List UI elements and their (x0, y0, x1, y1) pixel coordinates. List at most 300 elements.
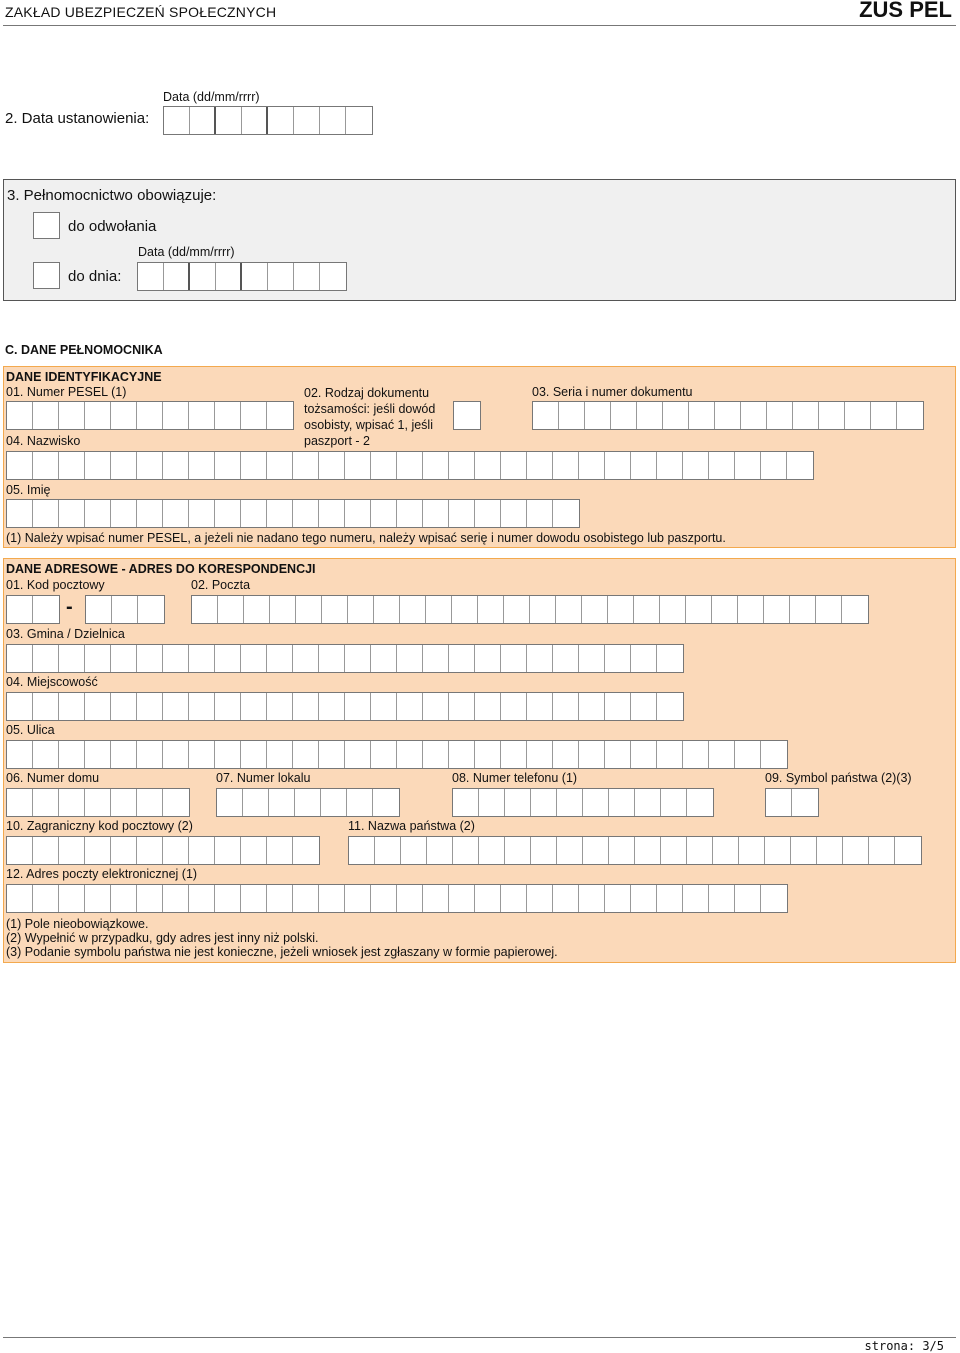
char-cell[interactable] (319, 885, 345, 912)
char-cell[interactable] (449, 452, 475, 479)
doc-number-field[interactable] (532, 401, 924, 430)
char-cell[interactable] (33, 789, 59, 816)
char-cell[interactable] (579, 693, 605, 720)
char-cell[interactable] (215, 500, 241, 527)
char-cell[interactable] (765, 837, 791, 864)
char-cell[interactable] (33, 885, 59, 912)
char-cell[interactable] (189, 885, 215, 912)
char-cell[interactable] (454, 402, 480, 429)
char-cell[interactable] (7, 885, 33, 912)
char-cell[interactable] (189, 500, 215, 527)
country-symbol-field[interactable] (765, 788, 819, 817)
char-cell[interactable] (449, 885, 475, 912)
char-cell[interactable] (553, 452, 579, 479)
char-cell[interactable] (475, 645, 501, 672)
char-cell[interactable] (137, 402, 163, 429)
char-cell[interactable] (605, 452, 631, 479)
char-cell[interactable] (792, 789, 818, 816)
char-cell[interactable] (320, 107, 346, 134)
char-cell[interactable] (657, 741, 683, 768)
doc-type-field[interactable] (453, 401, 481, 430)
char-cell[interactable] (453, 789, 479, 816)
char-cell[interactable] (761, 885, 787, 912)
char-cell[interactable] (294, 263, 320, 290)
char-cell[interactable] (7, 693, 33, 720)
char-cell[interactable] (895, 837, 921, 864)
char-cell[interactable] (267, 837, 293, 864)
char-cell[interactable] (294, 107, 320, 134)
char-cell[interactable] (371, 885, 397, 912)
char-cell[interactable] (348, 596, 374, 623)
char-cell[interactable] (505, 789, 531, 816)
char-cell[interactable] (345, 885, 371, 912)
char-cell[interactable] (631, 693, 657, 720)
char-cell[interactable] (241, 885, 267, 912)
char-cell[interactable] (267, 452, 293, 479)
char-cell[interactable] (401, 837, 427, 864)
char-cell[interactable] (478, 596, 504, 623)
char-cell[interactable] (138, 596, 164, 623)
char-cell[interactable] (605, 645, 631, 672)
char-cell[interactable] (33, 402, 59, 429)
char-cell[interactable] (553, 741, 579, 768)
char-cell[interactable] (687, 837, 713, 864)
char-cell[interactable] (319, 452, 345, 479)
char-cell[interactable] (449, 741, 475, 768)
char-cell[interactable] (553, 645, 579, 672)
char-cell[interactable] (661, 789, 687, 816)
char-cell[interactable] (583, 837, 609, 864)
char-cell[interactable] (189, 452, 215, 479)
char-cell[interactable] (189, 741, 215, 768)
char-cell[interactable] (631, 645, 657, 672)
char-cell[interactable] (85, 500, 111, 527)
char-cell[interactable] (112, 596, 138, 623)
char-cell[interactable] (33, 741, 59, 768)
char-cell[interactable] (270, 596, 296, 623)
char-cell[interactable] (764, 596, 790, 623)
surname-field[interactable] (6, 451, 814, 480)
city-field[interactable] (6, 692, 684, 721)
char-cell[interactable] (631, 885, 657, 912)
char-cell[interactable] (475, 452, 501, 479)
char-cell[interactable] (553, 693, 579, 720)
char-cell[interactable] (400, 596, 426, 623)
char-cell[interactable] (582, 596, 608, 623)
char-cell[interactable] (137, 500, 163, 527)
char-cell[interactable] (663, 402, 689, 429)
char-cell[interactable] (137, 837, 163, 864)
char-cell[interactable] (163, 837, 189, 864)
char-cell[interactable] (85, 741, 111, 768)
house-no-field[interactable] (6, 788, 190, 817)
char-cell[interactable] (475, 741, 501, 768)
char-cell[interactable] (397, 452, 423, 479)
char-cell[interactable] (59, 693, 85, 720)
char-cell[interactable] (790, 596, 816, 623)
char-cell[interactable] (712, 596, 738, 623)
char-cell[interactable] (59, 645, 85, 672)
char-cell[interactable] (59, 789, 85, 816)
char-cell[interactable] (163, 452, 189, 479)
postal-code-part2-field[interactable] (85, 595, 165, 624)
char-cell[interactable] (59, 741, 85, 768)
char-cell[interactable] (85, 452, 111, 479)
char-cell[interactable] (111, 741, 137, 768)
char-cell[interactable] (579, 452, 605, 479)
municipality-field[interactable] (6, 644, 684, 673)
char-cell[interactable] (611, 402, 637, 429)
char-cell[interactable] (657, 693, 683, 720)
char-cell[interactable] (843, 837, 869, 864)
char-cell[interactable] (766, 789, 792, 816)
char-cell[interactable] (7, 741, 33, 768)
char-cell[interactable] (423, 645, 449, 672)
char-cell[interactable] (739, 837, 765, 864)
char-cell[interactable] (345, 500, 371, 527)
char-cell[interactable] (423, 741, 449, 768)
first-name-field[interactable] (6, 499, 580, 528)
establishment-date-field[interactable] (163, 106, 373, 135)
char-cell[interactable] (397, 645, 423, 672)
char-cell[interactable] (501, 885, 527, 912)
char-cell[interactable] (190, 263, 216, 290)
char-cell[interactable] (427, 837, 453, 864)
char-cell[interactable] (33, 837, 59, 864)
char-cell[interactable] (579, 885, 605, 912)
char-cell[interactable] (85, 837, 111, 864)
char-cell[interactable] (559, 402, 585, 429)
char-cell[interactable] (268, 107, 294, 134)
char-cell[interactable] (501, 693, 527, 720)
char-cell[interactable] (33, 596, 59, 623)
char-cell[interactable] (268, 263, 294, 290)
char-cell[interactable] (33, 693, 59, 720)
char-cell[interactable] (609, 837, 635, 864)
char-cell[interactable] (218, 596, 244, 623)
char-cell[interactable] (215, 452, 241, 479)
char-cell[interactable] (709, 741, 735, 768)
char-cell[interactable] (423, 885, 449, 912)
char-cell[interactable] (579, 741, 605, 768)
char-cell[interactable] (761, 452, 787, 479)
char-cell[interactable] (349, 837, 375, 864)
char-cell[interactable] (738, 596, 764, 623)
char-cell[interactable] (475, 693, 501, 720)
char-cell[interactable] (501, 500, 527, 527)
char-cell[interactable] (585, 402, 611, 429)
char-cell[interactable] (137, 741, 163, 768)
char-cell[interactable] (661, 837, 687, 864)
char-cell[interactable] (269, 789, 295, 816)
char-cell[interactable] (791, 837, 817, 864)
char-cell[interactable] (371, 500, 397, 527)
char-cell[interactable] (557, 837, 583, 864)
char-cell[interactable] (449, 693, 475, 720)
pesel-field[interactable] (6, 401, 294, 430)
char-cell[interactable] (111, 789, 137, 816)
char-cell[interactable] (321, 789, 347, 816)
char-cell[interactable] (7, 789, 33, 816)
char-cell[interactable] (111, 693, 137, 720)
char-cell[interactable] (216, 263, 242, 290)
char-cell[interactable] (293, 645, 319, 672)
char-cell[interactable] (397, 885, 423, 912)
char-cell[interactable] (267, 741, 293, 768)
char-cell[interactable] (735, 741, 761, 768)
char-cell[interactable] (871, 402, 897, 429)
char-cell[interactable] (397, 500, 423, 527)
char-cell[interactable] (371, 645, 397, 672)
char-cell[interactable] (553, 885, 579, 912)
char-cell[interactable] (295, 789, 321, 816)
char-cell[interactable] (7, 500, 33, 527)
char-cell[interactable] (189, 837, 215, 864)
char-cell[interactable] (163, 789, 189, 816)
char-cell[interactable] (371, 452, 397, 479)
char-cell[interactable] (189, 645, 215, 672)
char-cell[interactable] (215, 693, 241, 720)
char-cell[interactable] (501, 741, 527, 768)
char-cell[interactable] (7, 837, 33, 864)
char-cell[interactable] (605, 741, 631, 768)
char-cell[interactable] (715, 402, 741, 429)
char-cell[interactable] (215, 741, 241, 768)
char-cell[interactable] (479, 789, 505, 816)
foreign-postal-field[interactable] (6, 836, 320, 865)
char-cell[interactable] (713, 837, 739, 864)
char-cell[interactable] (293, 885, 319, 912)
char-cell[interactable] (816, 596, 842, 623)
char-cell[interactable] (345, 741, 371, 768)
char-cell[interactable] (657, 452, 683, 479)
char-cell[interactable] (374, 596, 400, 623)
char-cell[interactable] (761, 741, 787, 768)
char-cell[interactable] (163, 741, 189, 768)
char-cell[interactable] (244, 596, 270, 623)
char-cell[interactable] (527, 741, 553, 768)
char-cell[interactable] (215, 837, 241, 864)
char-cell[interactable] (241, 645, 267, 672)
char-cell[interactable] (267, 885, 293, 912)
char-cell[interactable] (215, 885, 241, 912)
char-cell[interactable] (267, 402, 293, 429)
char-cell[interactable] (375, 837, 401, 864)
char-cell[interactable] (479, 837, 505, 864)
char-cell[interactable] (475, 885, 501, 912)
char-cell[interactable] (293, 837, 319, 864)
char-cell[interactable] (452, 596, 478, 623)
postal-code-part1-field[interactable] (6, 595, 60, 624)
char-cell[interactable] (163, 885, 189, 912)
char-cell[interactable] (527, 500, 553, 527)
char-cell[interactable] (556, 596, 582, 623)
char-cell[interactable] (293, 452, 319, 479)
char-cell[interactable] (111, 452, 137, 479)
char-cell[interactable] (793, 402, 819, 429)
char-cell[interactable] (319, 645, 345, 672)
char-cell[interactable] (683, 741, 709, 768)
phone-field[interactable] (452, 788, 714, 817)
char-cell[interactable] (583, 789, 609, 816)
char-cell[interactable] (241, 500, 267, 527)
char-cell[interactable] (215, 402, 241, 429)
char-cell[interactable] (137, 789, 163, 816)
char-cell[interactable] (657, 645, 683, 672)
char-cell[interactable] (319, 500, 345, 527)
char-cell[interactable] (241, 837, 267, 864)
char-cell[interactable] (371, 693, 397, 720)
char-cell[interactable] (319, 693, 345, 720)
char-cell[interactable] (608, 596, 634, 623)
char-cell[interactable] (138, 263, 164, 290)
char-cell[interactable] (7, 596, 33, 623)
char-cell[interactable] (423, 452, 449, 479)
char-cell[interactable] (371, 741, 397, 768)
char-cell[interactable] (85, 693, 111, 720)
char-cell[interactable] (373, 789, 399, 816)
char-cell[interactable] (449, 645, 475, 672)
char-cell[interactable] (85, 645, 111, 672)
char-cell[interactable] (345, 693, 371, 720)
char-cell[interactable] (709, 885, 735, 912)
char-cell[interactable] (634, 596, 660, 623)
char-cell[interactable] (505, 837, 531, 864)
char-cell[interactable] (111, 500, 137, 527)
char-cell[interactable] (735, 452, 761, 479)
until-date-field[interactable] (137, 262, 347, 291)
until-revoked-checkbox[interactable] (33, 212, 60, 239)
char-cell[interactable] (33, 645, 59, 672)
char-cell[interactable] (320, 263, 346, 290)
post-office-field[interactable] (191, 595, 869, 624)
char-cell[interactable] (527, 645, 553, 672)
char-cell[interactable] (59, 500, 85, 527)
char-cell[interactable] (527, 693, 553, 720)
char-cell[interactable] (192, 596, 218, 623)
street-field[interactable] (6, 740, 788, 769)
char-cell[interactable] (637, 402, 663, 429)
char-cell[interactable] (7, 402, 33, 429)
char-cell[interactable] (767, 402, 793, 429)
char-cell[interactable] (683, 452, 709, 479)
char-cell[interactable] (242, 263, 268, 290)
char-cell[interactable] (686, 596, 712, 623)
char-cell[interactable] (190, 107, 216, 134)
char-cell[interactable] (817, 837, 843, 864)
char-cell[interactable] (241, 402, 267, 429)
char-cell[interactable] (164, 107, 190, 134)
char-cell[interactable] (111, 885, 137, 912)
char-cell[interactable] (635, 789, 661, 816)
char-cell[interactable] (293, 500, 319, 527)
char-cell[interactable] (504, 596, 530, 623)
email-field[interactable] (6, 884, 788, 913)
char-cell[interactable] (553, 500, 579, 527)
char-cell[interactable] (59, 837, 85, 864)
char-cell[interactable] (345, 645, 371, 672)
char-cell[interactable] (605, 693, 631, 720)
char-cell[interactable] (397, 693, 423, 720)
char-cell[interactable] (267, 693, 293, 720)
char-cell[interactable] (85, 402, 111, 429)
char-cell[interactable] (267, 500, 293, 527)
char-cell[interactable] (111, 645, 137, 672)
char-cell[interactable] (579, 645, 605, 672)
char-cell[interactable] (687, 789, 713, 816)
char-cell[interactable] (631, 452, 657, 479)
char-cell[interactable] (897, 402, 923, 429)
char-cell[interactable] (189, 693, 215, 720)
char-cell[interactable] (59, 452, 85, 479)
char-cell[interactable] (137, 693, 163, 720)
char-cell[interactable] (319, 741, 345, 768)
char-cell[interactable] (217, 789, 243, 816)
char-cell[interactable] (241, 693, 267, 720)
char-cell[interactable] (267, 645, 293, 672)
char-cell[interactable] (33, 452, 59, 479)
char-cell[interactable] (426, 596, 452, 623)
char-cell[interactable] (845, 402, 871, 429)
char-cell[interactable] (293, 693, 319, 720)
char-cell[interactable] (346, 107, 372, 134)
char-cell[interactable] (501, 645, 527, 672)
char-cell[interactable] (33, 500, 59, 527)
char-cell[interactable] (635, 837, 661, 864)
char-cell[interactable] (296, 596, 322, 623)
char-cell[interactable] (322, 596, 348, 623)
until-date-checkbox[interactable] (33, 262, 60, 289)
char-cell[interactable] (533, 402, 559, 429)
char-cell[interactable] (527, 885, 553, 912)
char-cell[interactable] (241, 452, 267, 479)
char-cell[interactable] (557, 789, 583, 816)
char-cell[interactable] (85, 885, 111, 912)
char-cell[interactable] (241, 741, 267, 768)
char-cell[interactable] (243, 789, 269, 816)
char-cell[interactable] (709, 452, 735, 479)
char-cell[interactable] (215, 645, 241, 672)
char-cell[interactable] (842, 596, 868, 623)
char-cell[interactable] (819, 402, 845, 429)
char-cell[interactable] (137, 452, 163, 479)
char-cell[interactable] (163, 645, 189, 672)
char-cell[interactable] (189, 402, 215, 429)
char-cell[interactable] (163, 402, 189, 429)
char-cell[interactable] (609, 789, 635, 816)
char-cell[interactable] (345, 452, 371, 479)
char-cell[interactable] (741, 402, 767, 429)
char-cell[interactable] (7, 645, 33, 672)
char-cell[interactable] (869, 837, 895, 864)
char-cell[interactable] (164, 263, 190, 290)
char-cell[interactable] (689, 402, 715, 429)
char-cell[interactable] (453, 837, 479, 864)
char-cell[interactable] (475, 500, 501, 527)
char-cell[interactable] (423, 500, 449, 527)
char-cell[interactable] (735, 885, 761, 912)
char-cell[interactable] (423, 693, 449, 720)
char-cell[interactable] (397, 741, 423, 768)
char-cell[interactable] (501, 452, 527, 479)
char-cell[interactable] (449, 500, 475, 527)
char-cell[interactable] (216, 107, 242, 134)
char-cell[interactable] (59, 885, 85, 912)
char-cell[interactable] (660, 596, 686, 623)
char-cell[interactable] (347, 789, 373, 816)
char-cell[interactable] (163, 693, 189, 720)
char-cell[interactable] (137, 885, 163, 912)
